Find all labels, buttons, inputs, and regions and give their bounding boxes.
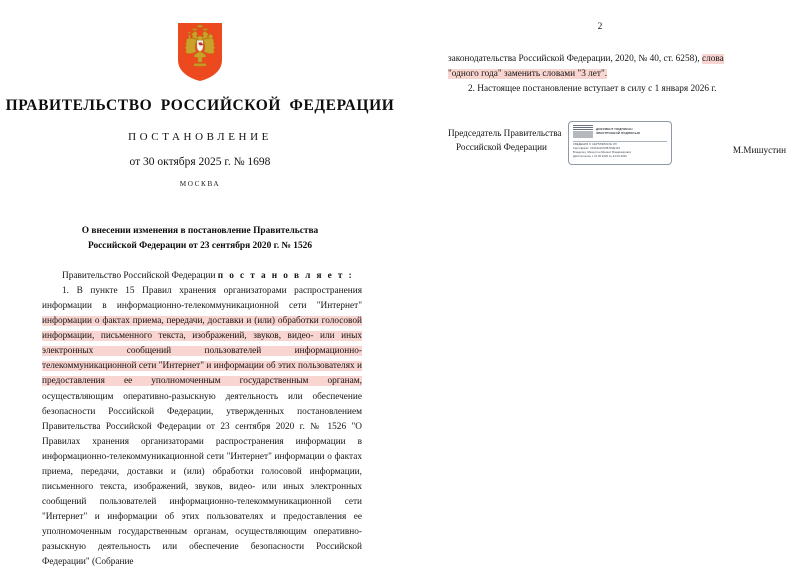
page-title: ПРАВИТЕЛЬСТВО РОССИЙСКОЙ ФЕДЕРАЦИИ [5, 97, 395, 114]
estamp-detail-2: Сертификат: 019F4A2C00B7D2E1F3 [573, 147, 621, 151]
estamp-details [573, 143, 667, 159]
estamp-detail-3: Владелец: Мишустин Михаил Владимирович [573, 151, 632, 155]
subject-line-2: Российской Федерации от 23 сентября 2020 г. № 1526 [87, 240, 313, 251]
clause-1-before: 1. В пункте 15 Правил хранения организаторами распространения информации в информационно-телекоммуникационной сети "Интернет" [42, 286, 362, 312]
estamp-detail-1: СВЕДЕНИЯ О СЕРТИФИКАТЕ ЭП [573, 143, 617, 147]
clause-1-after: осуществляющим оперативно-разыскную деятельность или обеспечение безопасности Российской Федерации, утвержденных постановлением Правительства Российской Федерации от 23 сентября 2020 г. № 1526 "О Правилах хранения организаторами распространения информации в информационно-телекоммуникационной сети "Интернет" информации о фактах приема, передачи, доставки и (или) обработки голосовой информации, письменного текста, изображений, звуков, видео- или иных электронных сообщений пользователей информационно-телекоммуникационной сети "Интернет" и информации об этих пользователях и предоставления ее уполномоченным государственным органам, осуществляющим оперативно-разыскную деятельность или обеспечение безопасности Российской Федерации" (Собрание [42, 391, 362, 568]
left-body-text [42, 269, 362, 570]
document-date-number: от 30 октября 2025 г. № 1698 [129, 156, 271, 168]
clause-1-paragraph [42, 284, 362, 570]
signatory-role [448, 127, 562, 155]
intro-paragraph [42, 269, 362, 284]
right-body-text [448, 52, 778, 97]
estamp-divider [573, 141, 667, 142]
russian-coat-of-arms-icon [176, 22, 224, 82]
continuation-before: законодательства Российской Федерации, 2020, № 40, ст. 6258), [448, 54, 702, 64]
estamp-detail-4: Действителен с 24.06.2025 по 24.09.2026 [573, 154, 627, 158]
document-kind: ПОСТАНОВЛЕНИЕ [128, 131, 272, 143]
estamp-heading [596, 128, 640, 136]
intro-prefix: Правительство Российской Федерации [62, 271, 218, 282]
estamp-heading-line-1: ДОКУМЕНТ ПОДПИСАН [596, 126, 633, 131]
clause-2-paragraph: 2. Настоящее постановление вступает в силу с 1 января 2026 г. [468, 84, 717, 95]
clause-1-highlighted-text: информации о фактах приема, передачи, доставки и (или) обработки голосовой информации, письменного текста, изображений, звуков, видео- или иных электронных сообщений пользователей информационно-телекоммуникационной сети "Интернет" и информации об этих пользователях и предоставления ее уполномоченным государственным органам, [42, 316, 362, 387]
right-page-column [400, 0, 800, 566]
page-number: 2 [597, 22, 603, 32]
signatory-name: М.Мишустин [732, 145, 786, 156]
estamp-barcode-icon [573, 125, 593, 138]
estamp-heading-line-2: ЭЛЕКТРОННОЙ ПОДПИСЬЮ [596, 130, 641, 135]
signature-block [400, 123, 800, 193]
continuation-highlight-slova: слова [702, 54, 724, 64]
continuation-highlight-replacement: "одного года" заменить словами "3 лет". [448, 69, 608, 80]
signatory-role-line-1: Председатель Правительства [448, 128, 562, 139]
document-subject [52, 224, 348, 253]
intro-spaced-word: п о с т а н о в л я е т : [217, 271, 354, 282]
subject-line-1: О внесении изменения в постановление Правительства [81, 226, 319, 236]
estamp-header-row [573, 125, 667, 138]
left-page-column [0, 0, 400, 566]
electronic-signature-stamp-icon [568, 121, 672, 165]
signatory-role-line-2: Российской Федерации [456, 141, 547, 152]
document-city: МОСКВА [179, 180, 221, 188]
continuation-paragraph [448, 52, 778, 82]
coat-of-arms-container [0, 0, 400, 87]
